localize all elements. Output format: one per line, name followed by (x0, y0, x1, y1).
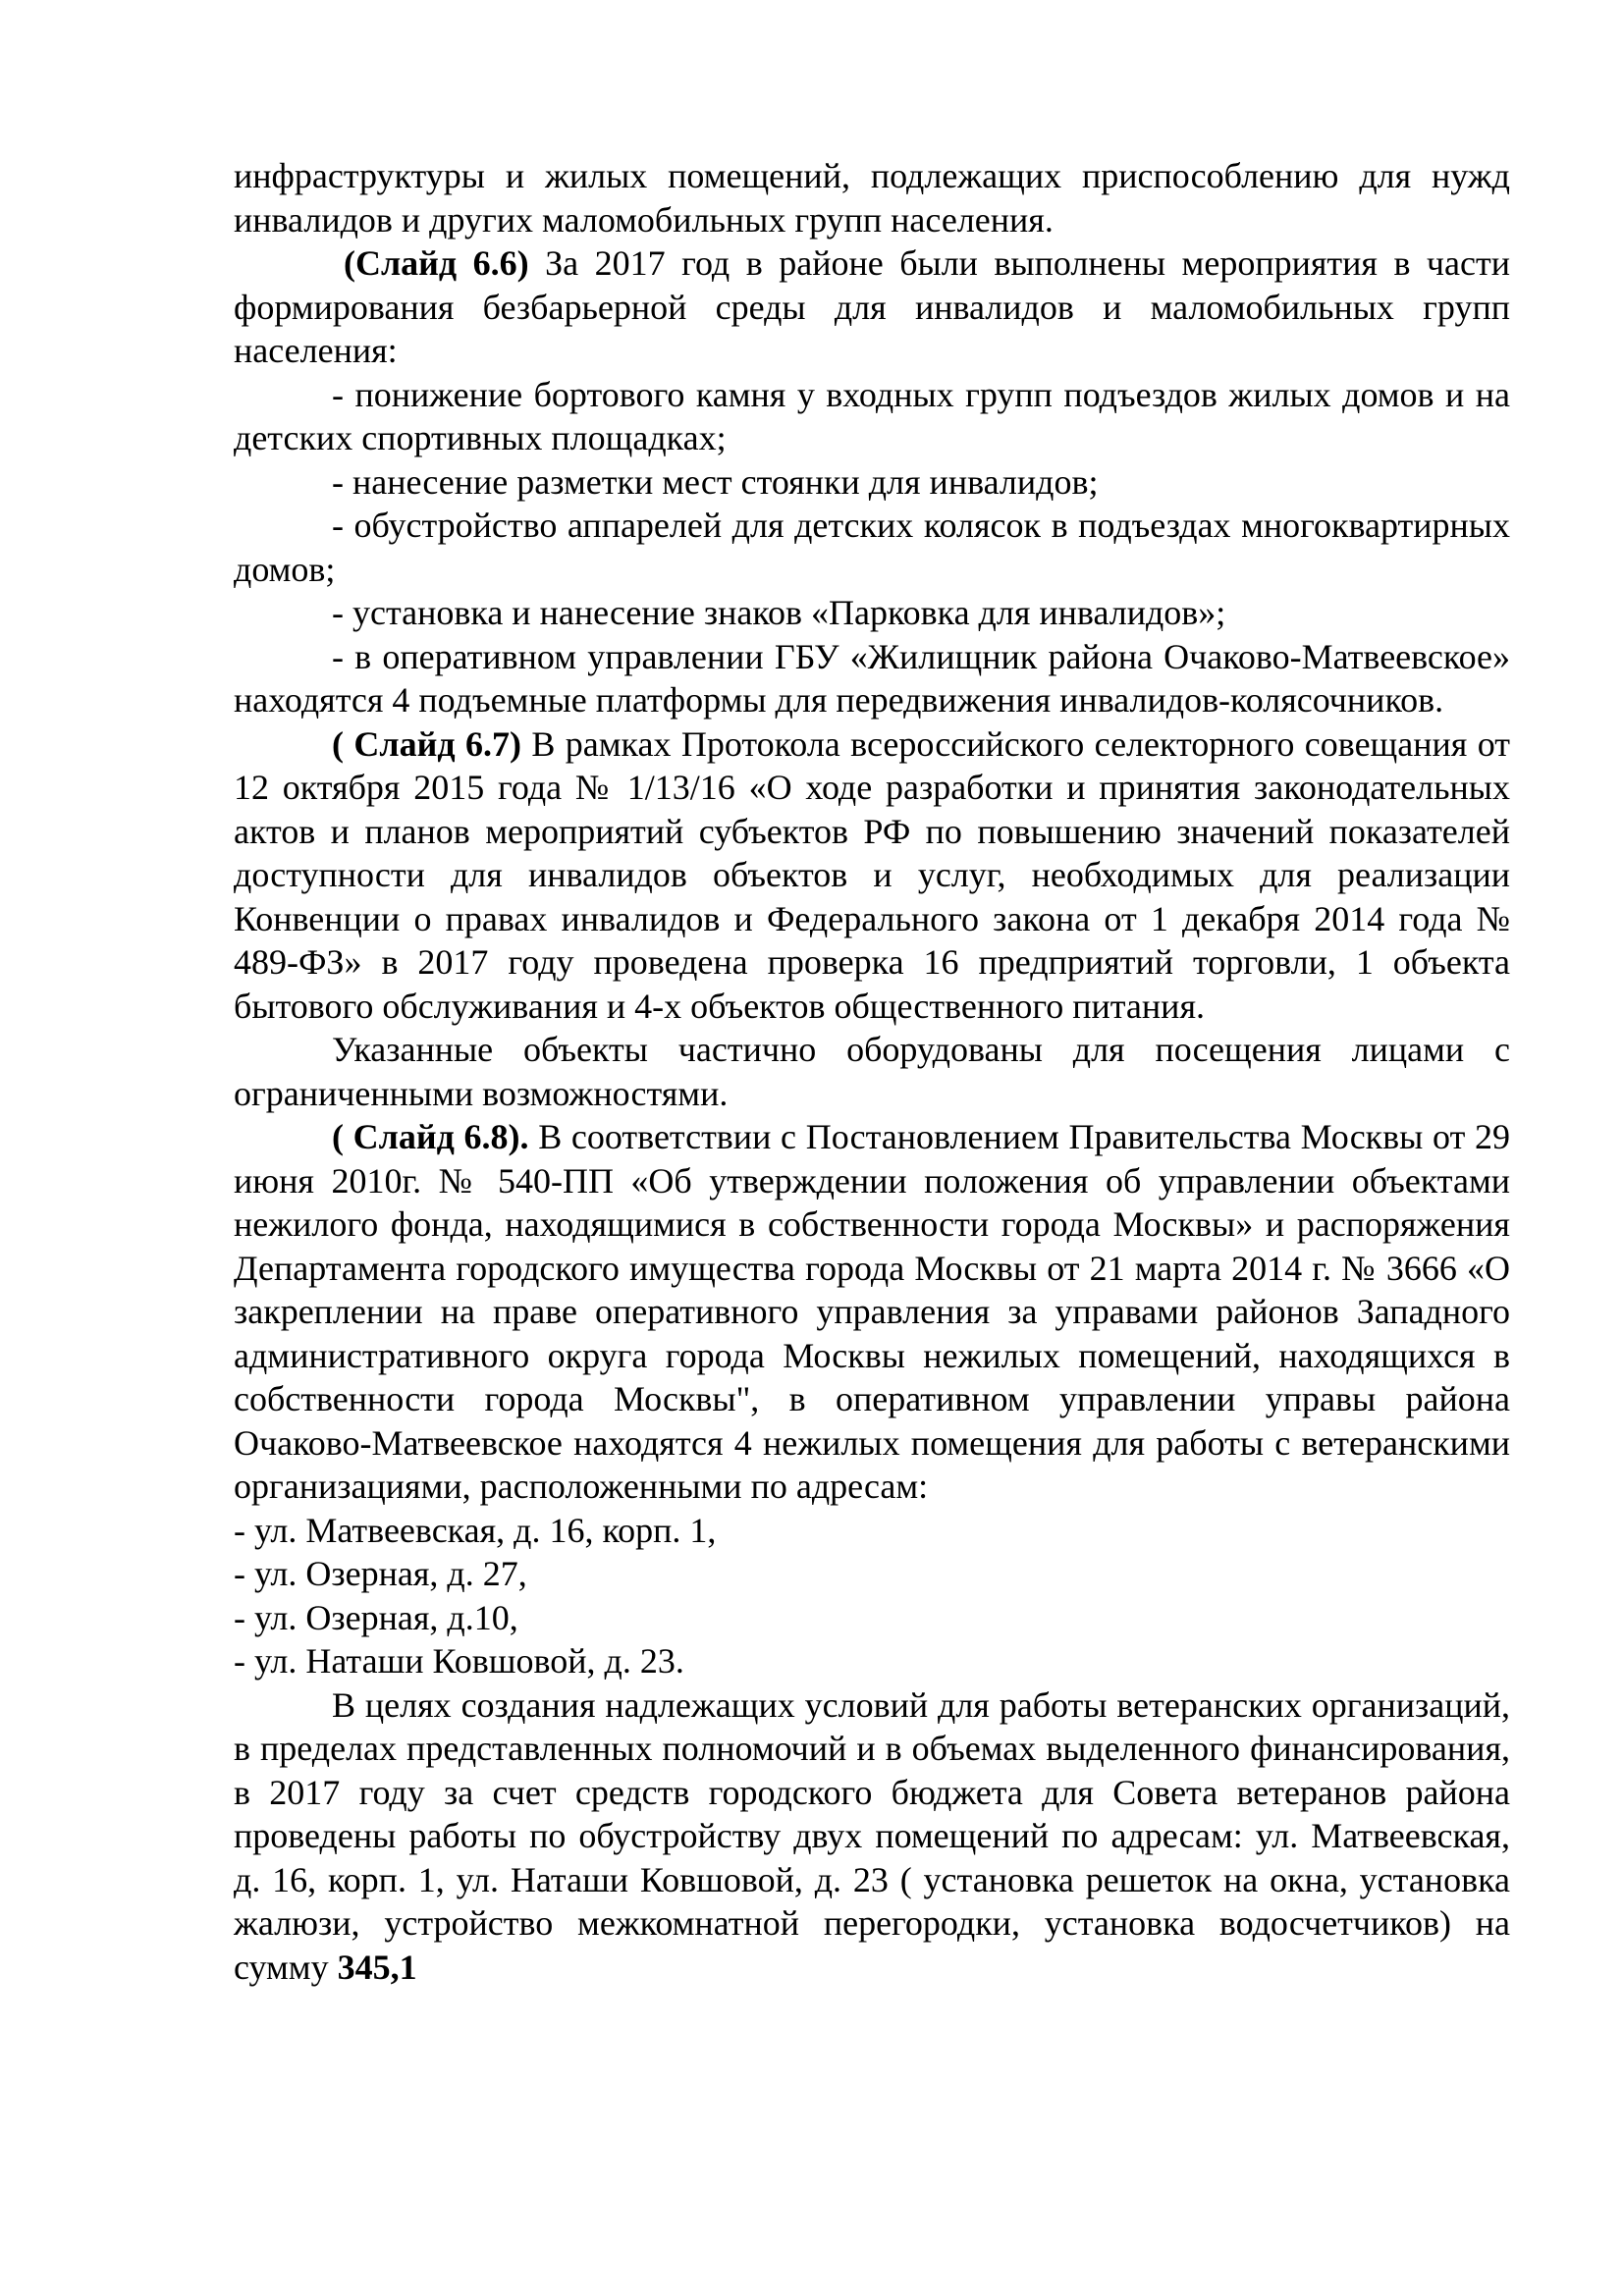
slide-6-6-label: (Слайд 6.6) (344, 243, 529, 283)
paragraph-veteran-premises (234, 1683, 1510, 1990)
address-item: - ул. Наташи Ковшовой, д. 23. (234, 1641, 684, 1681)
bullet-parking-signs: - установка и нанесение знаков «Парковка для инвалидов»; (332, 593, 1226, 632)
bullet-stroller-ramps: - обустройство аппарелей для детских колясок в подъездах многоквартирных домов; (234, 506, 1510, 589)
amount-value: 345,1 (337, 1947, 417, 1987)
bullet-lift-platforms: - в оперативном управлении ГБУ «Жилищник района Очаково-Матвеевское» находятся 4 подъемные платформы для передвижения инвалидов-колясочников. (234, 636, 1510, 720)
paragraph-slide-6-7 (234, 722, 1510, 1029)
address-item: - ул. Озерная, д. 27, (234, 1554, 527, 1593)
paragraph-slide-6-8 (234, 1115, 1510, 1509)
paragraph-intro-continuation: инфраструктуры и жилых помещений, подлежащих приспособлению для нужд инвалидов и других маломобильных групп населения. (234, 156, 1510, 240)
document-page (234, 154, 1510, 1989)
slide-6-7-label: ( Слайд 6.7) (332, 723, 521, 764)
slide-6-6-text: За 2017 год в районе были выполнены мероприятия в части формирования безбарьерной среды для инвалидов и маломобильных групп населения: (234, 243, 1510, 370)
slide-6-8-label: ( Слайд 6.8). (332, 1117, 529, 1156)
bullet-parking-marking: - нанесение разметки мест стоянки для инвалидов; (332, 461, 1099, 502)
address-item: - ул. Озерная, д.10, (234, 1597, 518, 1637)
address-item: - ул. Матвеевская, д. 16, корп. 1, (234, 1510, 717, 1550)
bullet-curb-lowering: - понижение бортового камня у входных групп подъездов жилых домов и на детских спортивных площадках; (234, 374, 1510, 457)
paragraph-equipped-objects: Указанные объекты частично оборудованы для посещения лицами с ограниченными возможностями. (234, 1030, 1510, 1113)
slide-6-7-text: В рамках Протокола всероссийского селекторного совещания от 12 октября 2015 года № 1/13/16 «О ходе разработки и принятия законодательных актов и планов мероприятий субъектов РФ по повышению значений показателей доступности для инвалидов объектов и услуг, необходимых для реализации Конвенции о правах инвалидов и Федерального закона от 1 декабря 2014 года № 489-ФЗ» в 2017 году проведена проверка 16 предприятий торговли, 1 объекта бытового обслуживания и 4-х объектов общественного питания. (234, 723, 1510, 1026)
veteran-premises-text: В целях создания надлежащих условий для работы ветеранских организаций, в пределах представленных полномочий и в объемах выделенного финансирования, в 2017 году за счет средств городского бюджета для Совета ветеранов района проведены работы по обустройству двух помещений по адресам: ул. Матвеевская, д. 16, корп. 1, ул. Наташи Ковшовой, д. 23 ( установка решеток на окна, установка жалюзи, устройство межкомнатной перегородки, установка водосчетчиков) на сумму (234, 1684, 1510, 1987)
paragraph-slide-6-6 (234, 241, 1510, 373)
slide-6-8-text: В соответствии с Постановлением Правительства Москвы от 29 июня 2010г. № 540-ПП «Об утверждении положения об управлении объектами нежилого фонда, находящимися в собственности города Москвы» и распоряжения Департамента городского имущества города Москвы от 21 марта 2014 г. № 3666 «О закреплении на праве оперативного управления за управами районов Западного административного округа города Москвы нежилых помещений, находящихся в собственности города Москвы", в оперативном управлении управы района Очаково-Матвеевское находятся 4 нежилых помещения для работы с ветеранскими организациями, расположенными по адресам: (234, 1117, 1510, 1506)
